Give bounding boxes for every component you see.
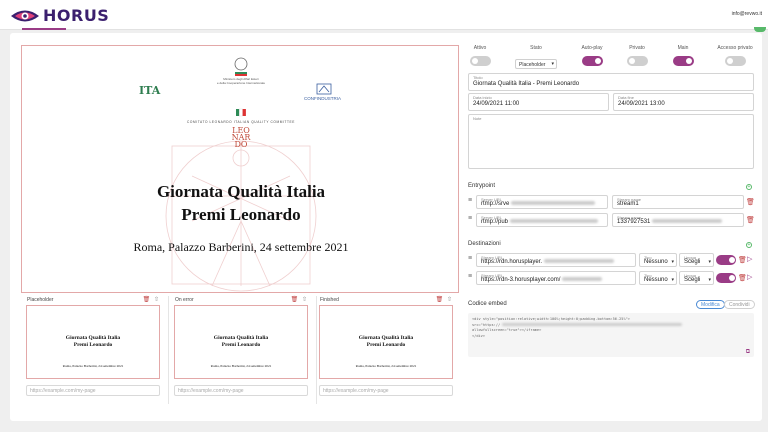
attivo-switch[interactable]: [470, 56, 491, 66]
entrypoint-row: [466, 195, 756, 209]
upload-icon[interactable]: ⇧: [153, 297, 160, 303]
destinations-title: Destinazioni: [468, 241, 501, 247]
chevron-down-icon: ▾: [551, 61, 554, 67]
user-email[interactable]: info@revwo.it: [731, 11, 762, 17]
event-title-line-1: Giornata Qualità Italia: [156, 182, 326, 201]
drag-handle-icon[interactable]: ≡: [468, 273, 473, 280]
notes-field[interactable]: Note: [468, 114, 754, 169]
stream-name-field[interactable]: Stream name 1337927531: [612, 213, 744, 227]
toggle-accesso-privato: Accesso privato: [711, 45, 759, 71]
stream-name-field[interactable]: Stream name stream1: [612, 195, 744, 209]
trash-icon[interactable]: 🗑: [290, 297, 300, 303]
top-bar: [0, 0, 768, 30]
share-button[interactable]: Condividi: [724, 300, 755, 309]
event-preview-image: [21, 45, 459, 293]
redacted-value: [510, 219, 598, 223]
auto-play-switch[interactable]: [582, 56, 603, 66]
main-switch[interactable]: [673, 56, 694, 66]
redacted-value: [652, 219, 722, 223]
add-entrypoint-icon[interactable]: +: [747, 184, 751, 190]
ita-logo: ITA: [139, 84, 161, 97]
thumbnail-on-error: [169, 296, 314, 406]
toggle-auto-play: Auto-play: [568, 45, 616, 71]
type-select[interactable]: Tipo Nessuno ▾: [639, 253, 677, 267]
upload-icon[interactable]: ⇧: [446, 297, 453, 303]
trash-icon[interactable]: 🗑: [738, 257, 747, 264]
toggle-stato: Stato Placeholder ▾: [512, 45, 560, 71]
thumbnail-panel: [21, 296, 459, 406]
chevron-down-icon: ▾: [708, 277, 711, 283]
event-subtitle: Roma, Palazzo Barberini, 24 settembre 2021: [133, 240, 349, 254]
server-url-field[interactable]: Server URL rtmp://pub: [476, 213, 608, 227]
thumbnail-url-input[interactable]: https://example.com/my-page: [319, 385, 453, 396]
modify-button[interactable]: Modifica: [696, 300, 725, 309]
server-url-field[interactable]: Server URL rtmp://srve: [476, 195, 608, 209]
entrypoint-row: [466, 213, 756, 227]
confindustria-text: CONFINDUSTRIA: [304, 96, 341, 101]
redacted-value: [562, 277, 602, 281]
trash-icon[interactable]: 🗑: [746, 199, 755, 206]
title-field[interactable]: Titolo Giornata Qualità Italia - Premi Leonardo: [468, 73, 754, 91]
entrypoint-title: Entrypoint: [468, 183, 496, 189]
drag-handle-icon[interactable]: ≡: [468, 255, 473, 262]
active-tab-indicator: [22, 28, 66, 30]
type-select[interactable]: Tipo Nessuno ▾: [639, 271, 677, 285]
play-icon[interactable]: ▷: [747, 274, 753, 281]
thumbnail-image[interactable]: Giornata Qualità Italia Premi Leonardo Roma, Palazzo Barberini, 24 settembre 2021: [174, 305, 308, 379]
trash-icon[interactable]: 🗑: [435, 297, 445, 303]
toggle-privato: Privato: [613, 45, 661, 71]
stream-url-field[interactable]: Stream URL https://rdn-3.horusplayer.com/: [476, 271, 636, 285]
stream-url-field[interactable]: Stream URL https://rdn.horusplayer.: [476, 253, 636, 267]
drag-handle-icon[interactable]: ≡: [468, 197, 473, 204]
thumbnail-finished: [314, 296, 459, 406]
thumbnail-url-input[interactable]: https://example.com/my-page: [26, 385, 160, 396]
add-destination-icon[interactable]: +: [747, 242, 751, 248]
thumbnail-image[interactable]: Giornata Qualità Italia Premi Leonardo Roma, Palazzo Barberini, 24 settembre 2021: [26, 305, 160, 379]
destination-switch[interactable]: [716, 273, 736, 283]
settings-panel: [466, 45, 756, 405]
logo-text: HORUS: [43, 6, 110, 25]
thumbnail-actions[interactable]: [143, 296, 160, 303]
trash-icon[interactable]: 🗑: [738, 275, 747, 282]
trash-icon[interactable]: 🗑: [746, 217, 755, 224]
destination-row: [466, 271, 756, 285]
chevron-down-icon: ▾: [671, 277, 674, 283]
language-select[interactable]: Lingua Scegli ▾: [679, 253, 714, 267]
toggle-main: Main: [659, 45, 707, 71]
ita-flag-icon: [236, 109, 246, 116]
destination-switch[interactable]: [716, 255, 736, 265]
ministry-line-1: Ministero degli Affari Esteri: [223, 77, 259, 81]
redacted-value: [502, 323, 682, 326]
upload-icon[interactable]: ⇧: [301, 297, 308, 303]
destination-row: [466, 253, 756, 267]
embed-code-title: Codice embed: [468, 301, 507, 307]
ministry-emblem-icon: [235, 58, 247, 76]
play-icon[interactable]: ▷: [747, 256, 753, 263]
language-select[interactable]: Lingua Scegli ▾: [679, 271, 714, 285]
thumbnail-label: Finished: [320, 297, 339, 303]
drag-handle-icon[interactable]: ≡: [468, 215, 473, 222]
redacted-value: [544, 259, 614, 263]
embed-code-block[interactable]: <div style="position:relative;width:100%;height:0;padding-bottom:56.25%"> src="https:// allowfullscreen="true"></iframe> </div> ⧉: [468, 313, 754, 357]
toggle-row: [466, 45, 756, 67]
trash-icon[interactable]: 🗑: [142, 297, 152, 303]
privato-switch[interactable]: [627, 56, 648, 66]
end-date-field[interactable]: Data fine 24/09/2021 13:00: [613, 93, 754, 111]
accesso-privato-switch[interactable]: [725, 56, 746, 66]
eye-logo-icon: [10, 7, 40, 25]
leonardo-wordmark: LEO NAR DO: [231, 126, 251, 149]
horus-logo[interactable]: [10, 6, 109, 25]
chevron-down-icon: ▾: [671, 259, 674, 265]
copy-icon[interactable]: ⧉: [745, 347, 750, 355]
thumbnail-url-input[interactable]: https://example.com/my-page: [174, 385, 308, 396]
event-title-line-2: Premi Leonardo: [181, 205, 301, 224]
redacted-value: [511, 201, 595, 205]
stato-select[interactable]: Placeholder ▾: [515, 59, 557, 69]
thumbnail-actions[interactable]: [291, 296, 308, 303]
thumbnail-label: On error: [175, 297, 194, 303]
ministry-line-2: e della Cooperazione Internazionale: [216, 81, 266, 85]
toggle-attivo: Attivo: [456, 45, 504, 71]
confindustria-logo-icon: [317, 84, 331, 94]
chevron-down-icon: ▾: [708, 259, 711, 265]
thumbnail-image[interactable]: Giornata Qualità Italia Premi Leonardo Roma, Palazzo Barberini, 24 settembre 2021: [319, 305, 453, 379]
save-button[interactable]: [754, 27, 766, 32]
thumbnail-actions[interactable]: [436, 296, 453, 303]
thumbnail-label: Placeholder: [27, 297, 54, 303]
thumbnail-placeholder: [21, 296, 166, 406]
start-date-field[interactable]: Data inizio 24/09/2021 11:00: [468, 93, 609, 111]
committee-line: COMITATO LEONARDO ITALIAN QUALITY COMMITTEE: [186, 120, 296, 124]
